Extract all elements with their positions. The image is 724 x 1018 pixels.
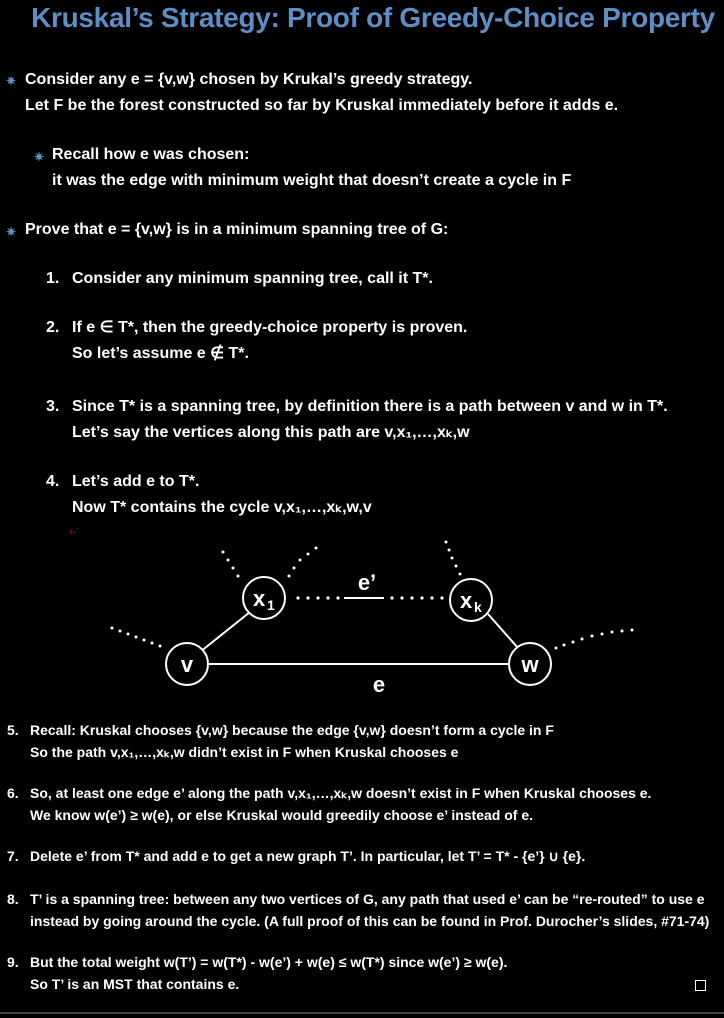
step-text: instead by going around the cycle. (A full proof of this can be found in Prof. Durocher’s slides, #71-74) (30, 913, 710, 929)
edge-v-x1 (200, 612, 250, 652)
edge-xk-w (488, 614, 518, 648)
node-x1-subscript: 1 (267, 597, 275, 613)
step-text: So, at least one edge e’ along the path v,x₁,…,xₖ,w doesn’t exist in F when Kruskal chooses e. (30, 785, 652, 801)
page-title: Kruskal’s Strategy: Proof of Greedy-Choice Property (31, 2, 715, 33)
node-xk (450, 579, 492, 621)
step-text: Consider any minimum spanning tree, call it T*. (72, 270, 433, 287)
step-number: 6. (7, 785, 19, 801)
subbullet-line2: it was the edge with minimum weight that doesn’t create a cycle in F (52, 172, 572, 189)
step-text: Let’s say the vertices along this path are v,x₁,…,xₖ,w (72, 424, 470, 441)
step-text: Delete e’ from T* and add e to get a new graph T’. In particular, let T’ = T* - {e’} ∪ {e}. (30, 848, 586, 864)
step-text: But the total weight w(T’) = w(T*) - w(e’) + w(e) ≤ w(T*) since w(e’) ≥ w(e). (30, 954, 508, 970)
edge-e-label: e (372, 672, 386, 697)
star-bullet-icon: ✷ (6, 225, 17, 239)
step-text: T’ is a spanning tree: between any two vertices of G, any path that used e’ can be “re-routed” to use e (30, 891, 705, 907)
step-number: 4. (46, 473, 60, 490)
step-number: 3. (46, 398, 60, 415)
step-8 (7, 888, 724, 934)
node-v (166, 643, 208, 685)
step-text: So T’ is an MST that contains e. (30, 976, 240, 992)
node-xk-subscript: k (474, 599, 482, 615)
step-number: 9. (7, 954, 19, 970)
step-number: 8. (7, 891, 19, 907)
bullet1-line1: Consider any e = {v,w} chosen by Krukal’s greedy strategy. (25, 71, 473, 88)
step-text: If e ∈ T*, then the greedy-choice property is proven. (72, 319, 468, 336)
step-text: Let’s add e to T*. (72, 473, 200, 490)
edge-e-prime-dots (296, 596, 443, 599)
node-x1 (243, 577, 285, 619)
red-pen-mark: ʳ·˙ (70, 528, 80, 539)
node-xk-label: x (460, 588, 473, 613)
step-number: 5. (7, 722, 19, 738)
step-text: Since T* is a spanning tree, by definition there is a path between v and w in T*. (72, 398, 668, 415)
step-number: 2. (46, 319, 60, 336)
step-text: So the path v,x₁,…,xₖ,w didn’t exist in F when Kruskal chooses e (30, 744, 459, 760)
step-text: We know w(e’) ≥ w(e), or else Kruskal would greedily choose e’ instead of e. (30, 807, 533, 823)
subbullet-line1: Recall how e was chosen: (52, 146, 250, 163)
node-v-label: v (180, 652, 194, 677)
dotted-edges (111, 541, 634, 650)
bottom-divider (0, 1012, 724, 1014)
node-w (509, 643, 551, 685)
bullet1-line2: Let F be the forest constructed so far by Kruskal immediately before it adds e. (25, 97, 619, 114)
node-w-label: w (521, 652, 539, 677)
step-number: 1. (46, 270, 60, 287)
step-number: 7. (7, 848, 19, 864)
step-text: So let’s assume e ∉ T*. (72, 345, 249, 362)
step-text: Recall: Kruskal chooses {v,w} because the edge {v,w} doesn’t form a cycle in F (30, 722, 554, 738)
cycle-diagram (0, 530, 724, 710)
qed-square-icon (695, 980, 706, 991)
step-text: Now T* contains the cycle v,x₁,…,xₖ,w,v (72, 499, 372, 516)
node-x1-label: x (253, 586, 266, 611)
edge-e-prime-label: e’ (357, 570, 377, 595)
star-bullet-icon: ✷ (6, 74, 17, 88)
star-bullet-icon: ✷ (34, 150, 45, 164)
bullet2-text: Prove that e = {v,w} is in a minimum spanning tree of G: (25, 221, 449, 238)
